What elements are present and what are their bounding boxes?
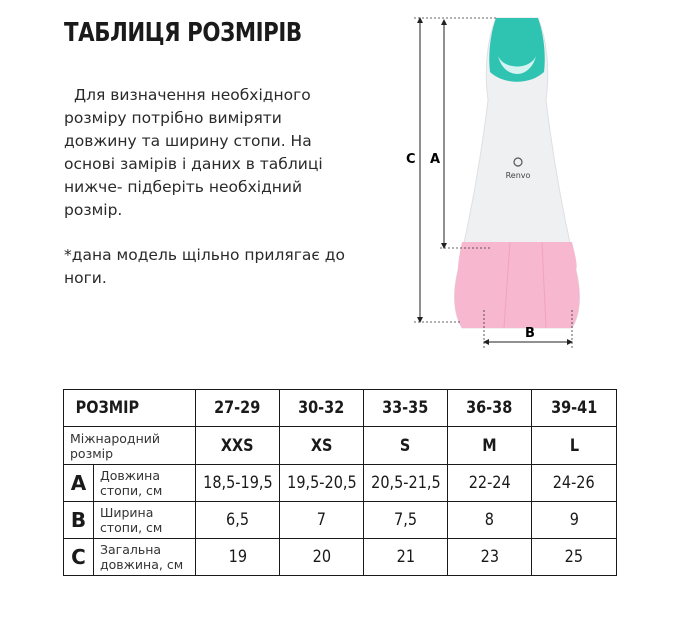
- table-row-total-length: [64, 539, 617, 576]
- table-cell: 18,5-19,5: [196, 465, 280, 502]
- table-cell: 6,5: [196, 502, 280, 539]
- table-cell: 22-24: [448, 465, 532, 502]
- row-letter-a: A: [64, 465, 94, 502]
- international-size-label: Міжнародний розмір: [64, 427, 196, 465]
- table-header-row: [64, 390, 617, 427]
- fin-image: [455, 18, 580, 328]
- size-header-cell: 30-32: [280, 390, 364, 427]
- table-cell: 20,5-21,5: [364, 465, 448, 502]
- table-cell: 20: [280, 539, 364, 576]
- table-cell: 19,5-20,5: [280, 465, 364, 502]
- table-cell: 25: [532, 539, 617, 576]
- table-row-foot-length: [64, 465, 617, 502]
- row-letter-c: C: [64, 539, 94, 576]
- table-cell: 19: [196, 539, 280, 576]
- size-header-cell: 36-38: [448, 390, 532, 427]
- table-cell: XS: [280, 427, 364, 465]
- table-cell: 23: [448, 539, 532, 576]
- table-cell: XXS: [196, 427, 280, 465]
- table-cell: 7: [280, 502, 364, 539]
- description: [64, 84, 354, 290]
- fin-diagram: [392, 10, 592, 360]
- page-title: ТАБЛИЦЯ РОЗМІРІВ: [64, 18, 302, 48]
- dimension-b-label: B: [525, 326, 535, 341]
- size-table: [63, 389, 617, 576]
- row-label: Довжина стопи, см: [94, 465, 196, 502]
- table-cell: L: [532, 427, 617, 465]
- table-cell: 8: [448, 502, 532, 539]
- size-header-cell: 27-29: [196, 390, 280, 427]
- size-header-cell: 39-41: [532, 390, 617, 427]
- row-label: Загальна довжина, см: [94, 539, 196, 576]
- row-label: Ширина стопи, см: [94, 502, 196, 539]
- table-cell: 9: [532, 502, 617, 539]
- table-row-international: [64, 427, 617, 465]
- table-cell: 24-26: [532, 465, 617, 502]
- description-paragraph: Для визначення необхідного розміру потрібно виміряти довжину та ширину стопи. На основі замірів і даних в таблиці нижче- підберіть необхідний розмір.: [64, 86, 323, 219]
- dimension-c-label: C: [406, 152, 416, 167]
- table-cell: S: [364, 427, 448, 465]
- table-cell: 21: [364, 539, 448, 576]
- dimension-a-label: A: [430, 152, 441, 167]
- size-header-label: РОЗМІР: [64, 390, 196, 427]
- fit-note: *дана модель щільно прилягає до ноги.: [64, 246, 345, 287]
- size-header-cell: 33-35: [364, 390, 448, 427]
- row-letter-b: B: [64, 502, 94, 539]
- table-row-foot-width: [64, 502, 617, 539]
- table-cell: M: [448, 427, 532, 465]
- brand-name: Renvo: [505, 171, 531, 180]
- table-cell: 7,5: [364, 502, 448, 539]
